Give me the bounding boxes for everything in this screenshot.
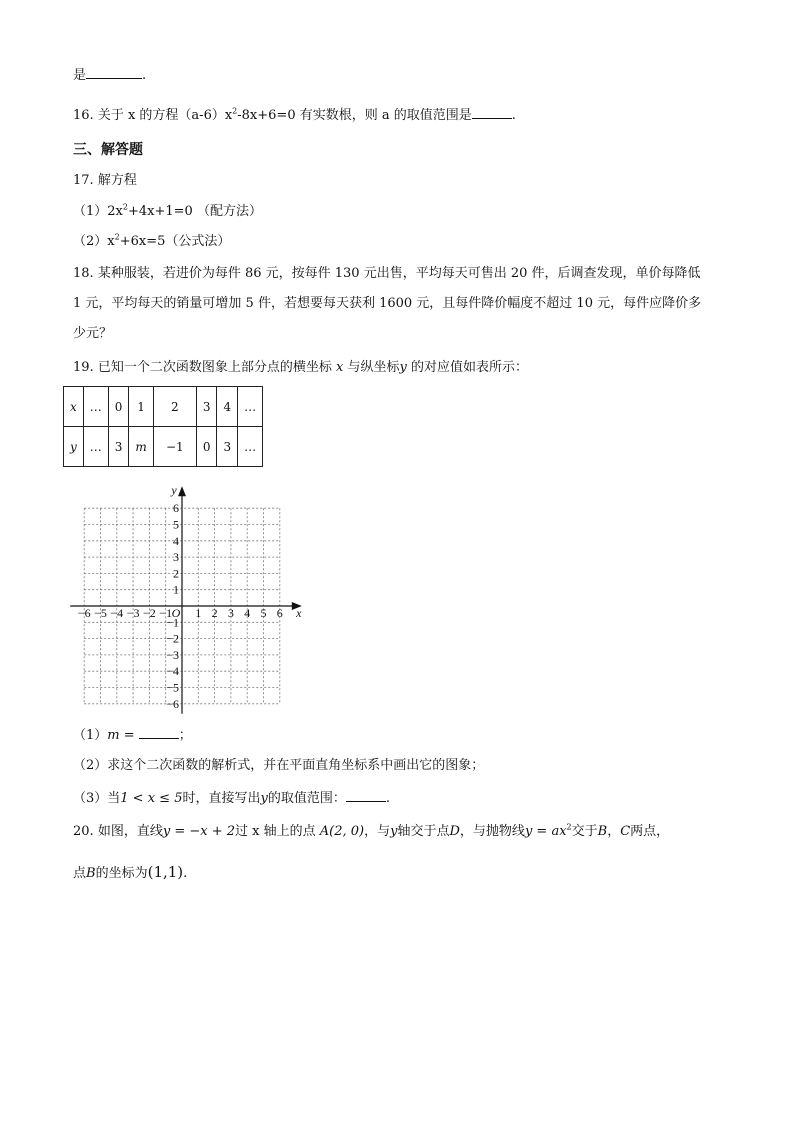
q16-suffix: . <box>511 108 516 123</box>
q20-yvar: y <box>390 824 398 839</box>
y-tick-label: −5 <box>166 680 179 695</box>
table-cell: 3 <box>196 387 217 427</box>
q16-number: 16. <box>73 108 94 123</box>
q19-text-a: 已知一个二次函数图象上部分点的横坐标 <box>97 360 332 375</box>
table-cell: 0 <box>196 427 217 467</box>
y-tick-label: 5 <box>173 517 179 532</box>
section-heading: 三、解答题 <box>73 142 143 158</box>
q19-s3-blank[interactable] <box>346 787 386 802</box>
q20-l2-end: . <box>183 866 188 881</box>
q20-l2-coord: (1,1) <box>147 863 184 881</box>
q16-text2: -8x+6=0 有实数根，则 a 的取值范围是 <box>237 108 472 123</box>
table-cell: 1 <box>129 387 153 427</box>
q19-s3-mid: 时，直接写出 <box>182 791 261 806</box>
y-tick-label: −1 <box>166 615 179 630</box>
table-cell: −1 <box>153 427 196 467</box>
q17-p2-method: （公式法） <box>165 234 231 249</box>
x-tick-label: 3 <box>227 606 234 620</box>
q17-p2-sup: 2 <box>114 232 120 242</box>
q20-eq2: y = ax <box>524 824 567 839</box>
y-tick-label: −6 <box>166 696 179 711</box>
q15-suffix: . <box>142 68 147 83</box>
q20-h: 两点， <box>630 824 670 839</box>
q20-d: 轴交于点 <box>397 824 450 839</box>
q20-f: 交于 <box>571 824 598 839</box>
x-tick-label: 2 <box>211 606 218 620</box>
q19-s3-tail: 的取值范围： <box>267 791 346 806</box>
q20-pt-b: B <box>597 824 608 839</box>
q16-sup: 2 <box>232 106 238 116</box>
x-tick-label: 5 <box>260 606 267 620</box>
q19-text-c: 的对应值如表所示： <box>410 360 528 375</box>
table-cell: 0 <box>108 387 129 427</box>
table-cell: 3 <box>217 427 238 467</box>
q19-text-b: 与纵坐标 <box>347 360 400 375</box>
x-tick-label: 4 <box>244 606 251 620</box>
table-cell: 2 <box>153 387 196 427</box>
y-tick-label: 2 <box>173 566 179 581</box>
y-axis-arrow <box>178 486 186 496</box>
y-axis-label: y <box>171 483 177 498</box>
q20-line2 <box>73 862 187 884</box>
table-cell: m <box>129 427 153 467</box>
x-tick-label: −6 <box>77 606 91 620</box>
table-cell: … <box>238 427 263 467</box>
q17-p2-b: +6x=5 <box>119 234 166 249</box>
q17-p2-label: （2） <box>73 234 108 249</box>
table-cell: … <box>238 387 263 427</box>
y-tick-label: −4 <box>166 664 179 679</box>
q15-prefix: 是 <box>73 68 87 83</box>
x-tick-label: 6 <box>276 606 283 620</box>
x-tick-label: −5 <box>94 606 107 620</box>
table-cell: … <box>83 387 108 427</box>
q20-e: ，与抛物线 <box>459 824 525 839</box>
q20-b: 过 x 轴上的点 <box>235 824 316 839</box>
q20-l2-b: B <box>86 866 96 881</box>
q18-number: 18. <box>73 266 94 281</box>
q19-var-x: x <box>335 360 344 375</box>
q16-text: 关于 x 的方程（a-6）x <box>97 108 233 123</box>
q17-p1-sup: 2 <box>122 202 128 212</box>
q18-line2: 1 元，平均每天的销量可增加 5 件，若想要每天获利 1600 元，且每件降价幅度不超过 10 元，每件应降价多 <box>73 296 702 311</box>
y-tick-label: 1 <box>173 582 179 597</box>
table-cell: y <box>64 427 84 467</box>
x-tick-label: −1 <box>159 606 173 620</box>
q19-sub2: （2）求这个二次函数的解析式，并在平面直角坐标系中画出它的图象； <box>73 758 485 773</box>
q18-line3: 少元？ <box>73 326 113 341</box>
q20-line1 <box>73 822 669 842</box>
q20-l2-a: 点 <box>73 866 87 881</box>
q20-eq2-sup: 2 <box>566 822 572 832</box>
y-tick-label: −2 <box>166 631 179 646</box>
x-tick-label: −2 <box>143 606 156 620</box>
q17-p2-a: x <box>107 234 115 249</box>
origin-label: O <box>171 606 181 620</box>
q20-pt-d: D <box>449 824 460 839</box>
q19-s3-end: . <box>385 791 391 806</box>
q19-s1-eq: = <box>119 728 139 743</box>
q20-c: ，与 <box>364 824 391 839</box>
x-axis-label: x <box>296 606 302 620</box>
y-tick-label: 3 <box>173 550 179 565</box>
table-cell: x <box>64 387 84 427</box>
q19-s1-blank[interactable] <box>139 724 179 739</box>
q17-p1-b: +4x+1=0 <box>127 204 193 219</box>
q17-p1-a: 2x <box>107 204 123 219</box>
table-cell: 3 <box>108 427 129 467</box>
q17-title-text: 解方程 <box>97 173 137 188</box>
x-tick-label: −3 <box>126 606 140 620</box>
q20-pt-a: A(2, 0) <box>319 824 365 839</box>
q17-number: 17. <box>73 173 94 188</box>
q19-s1-end: ； <box>178 728 192 743</box>
q19-number: 19. <box>73 360 94 375</box>
y-tick-label: 6 <box>173 501 179 516</box>
q19-s1-label: （1） <box>73 728 108 743</box>
q20-a: 如图，直线 <box>97 824 163 839</box>
y-tick-label: −3 <box>166 647 179 662</box>
q20-eq1: y = −x + 2 <box>162 824 235 839</box>
x-tick-label: 1 <box>195 606 202 620</box>
q20-number: 20. <box>73 824 94 839</box>
q19-var-y: y <box>399 360 407 375</box>
table-cell: … <box>83 427 108 467</box>
q17-p1-label: （1） <box>73 204 108 219</box>
q19-sub1 <box>73 724 192 746</box>
q19-sub3 <box>73 787 390 809</box>
y-tick-label: 4 <box>173 533 179 548</box>
x-tick-label: −4 <box>110 606 124 620</box>
q19-s3-var: y <box>260 791 268 806</box>
q19-s3-label: （3）当 <box>73 791 121 806</box>
q20-g: ， <box>607 824 621 839</box>
q19-s1-var: m <box>107 728 120 743</box>
q17-p1-method: （配方法） <box>196 204 262 219</box>
q20-pt-c: C <box>620 824 631 839</box>
table-cell: 4 <box>217 387 238 427</box>
q19-s3-cond: 1 < x ≤ 5 <box>120 791 183 806</box>
q20-l2-text: 的坐标为 <box>95 866 148 881</box>
q18-text1: 某种服装，若进价为每件 86 元，按每件 130 元出售，平均每天可售出 20 件，后调查发现，单价每降低 <box>97 266 701 281</box>
